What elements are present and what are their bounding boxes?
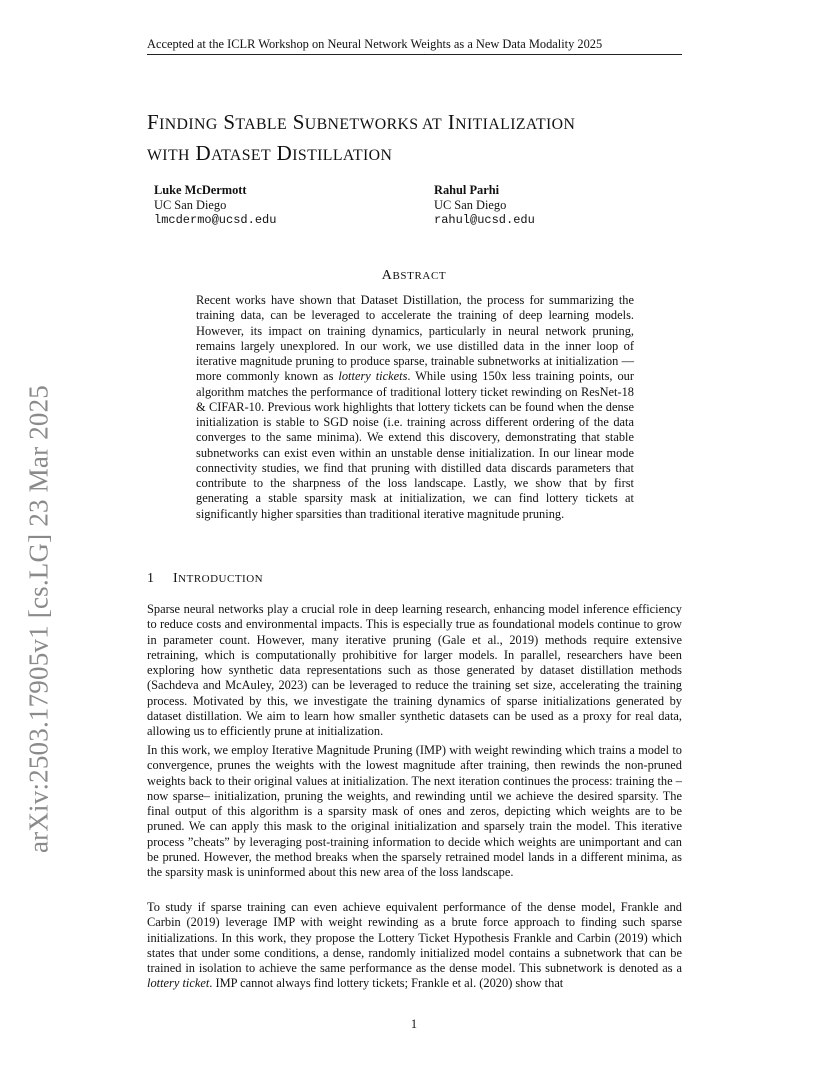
abstract-heading [0, 268, 828, 284]
author-name: Luke McDermott [154, 183, 247, 197]
abstract-emphasis: lottery tickets [338, 369, 408, 384]
title-cap-6: D [276, 141, 293, 165]
title-cap-1: F [147, 110, 160, 134]
arxiv-stamp: arXiv:2503.17905v1 [cs.LG] 23 Mar 2025 [23, 384, 54, 854]
title-line2-pre: WITH [147, 147, 190, 164]
section-heading-cap: I [173, 571, 179, 586]
author-affiliation: UC San Diego [154, 198, 227, 212]
title-rest-5: ATASET [211, 147, 271, 164]
author-block [154, 183, 276, 228]
title-rest-2: TABLE [235, 116, 288, 133]
title-rest-3: UBNETWORKS AT [304, 116, 443, 133]
abstract-text-1: Recent works have shown that Dataset Distillation, the process for summarizing the training data, can be leveraged to accelerate the training of deep learning models. However, its impact on training dynamics, particularly in neural network pruning, remains largely unexplored. In our work, we use distilled data in the inner loop of iterative magnitude pruning to produce sparse, trainable subnetworks at initialization — more commonly known as [196, 293, 634, 384]
header-rule [147, 54, 682, 55]
page-number: 1 [410, 1017, 418, 1031]
abstract-text-2: . While using 150x less training points, our algorithm matches the performance of traditional lottery ticket rewinding on ResNet-18 & CIFAR-10. Previous work highlights that lottery tickets can be found when the dense initialization is stable to SGD noise (i.e. training across different ordering of the data converges to the same minima). We extend this discovery, demonstrating that stable subnetworks can exist even within an unstable dense initialization. In our linear mode connectivity studies, we find that pruning with distilled data discards parameters that contribute to the sharpness of the loss landscape. Lastly, we show that by first generating a stable sparsity mask at initialization, we can find lottery tickets at significantly higher sparsities than traditional iterative magnitude pruning. [196, 369, 635, 521]
section-heading-rest: NTRODUCTION [178, 573, 264, 585]
abstract-heading-rest: BSTRACT [392, 270, 447, 282]
title-cap-5: D [195, 141, 212, 165]
abstract-body [196, 293, 634, 522]
author-affiliation: UC San Diego [434, 198, 507, 212]
section-heading [147, 571, 263, 587]
title-cap-4: I [447, 110, 456, 134]
paragraph-text-2: . IMP cannot always find lottery tickets; Frankle et al. (2020) show that [209, 976, 564, 991]
section-number: 1 [147, 571, 155, 586]
title-rest-4: NITIALIZATION [455, 116, 576, 133]
running-header: Accepted at the ICLR Workshop on Neural Network Weights as a New Data Modality 2025 [147, 37, 603, 51]
paper-title [147, 108, 707, 170]
abstract-heading-cap: A [381, 268, 393, 283]
author-block [434, 183, 535, 228]
paragraph-text-1: To study if sparse training can even achieve equivalent performance of the dense model, Frankle and Carbin (2019) leverage IMP with weight rewinding as a brute force approach to finding such sparse initializations. In this work, they propose the Lottery Ticket Hypothesis Frankle and Carbin (2019) which states that under some conditions, a dense, randomly initialized model contains a subnetwork that can be trained in isolation to achieve the same performance as the dense model. This subnetwork is denoted as a [147, 900, 682, 975]
title-rest-1: INDING [159, 116, 218, 133]
author-name: Rahul Parhi [434, 183, 500, 197]
paragraph-emphasis: lottery ticket [147, 976, 210, 991]
author-email: rahul@ucsd.edu [434, 213, 535, 227]
body-paragraph: In this work, we employ Iterative Magnitude Pruning (IMP) with weight rewinding which trains a model to convergence, prunes the weights with the lowest magnitude after training, then rewinds the non-pruned weights back to their original values at initialization. The next iteration continues the process: training the –now sparse– initialization, pruning the weights, and rewinding until we achieve the desired sparsity. The final output of this algorithm is a sparsity mask of ones and zeros, depicting which weights are to be pruned. We can apply this mask to the original initialization and sparsely train the model. This iterative process ”cheats” by leveraging post-training information to decide which weights are unimportant and can be pruned. However, the method breaks when the sparsely retrained model lands in a different minima, as the sparsity mask is uninformed about this new area of the loss landscape. [147, 743, 682, 879]
author-email: lmcdermo@ucsd.edu [154, 213, 277, 227]
body-paragraph: Sparse neural networks play a crucial role in deep learning research, enhancing model inference efficiency to reduce costs and environmental impacts. This is especially true as foundational models continue to grow in parameter count. However, many iterative pruning (Gale et al., 2019) methods require extensive retraining, which is computationally prohibitive for larger models. In parallel, researchers have been exploring how synthetic data representations such as those generated by dataset distillation methods (Sachdeva and McAuley, 2023) can be leveraged to reduce the training set size, accelerating the training process. Motivated by this, we investigate the training dynamics of sparse initializations generated by dataset distillation. We aim to learn how smaller synthetic datasets can be used as a proxy for real data, allowing us to efficiently prune at initialization. [147, 602, 682, 738]
body-paragraph [147, 900, 682, 992]
title-rest-6: ISTILLATION [292, 147, 393, 164]
title-cap-2: S [223, 110, 236, 134]
title-cap-3: S [292, 110, 305, 134]
